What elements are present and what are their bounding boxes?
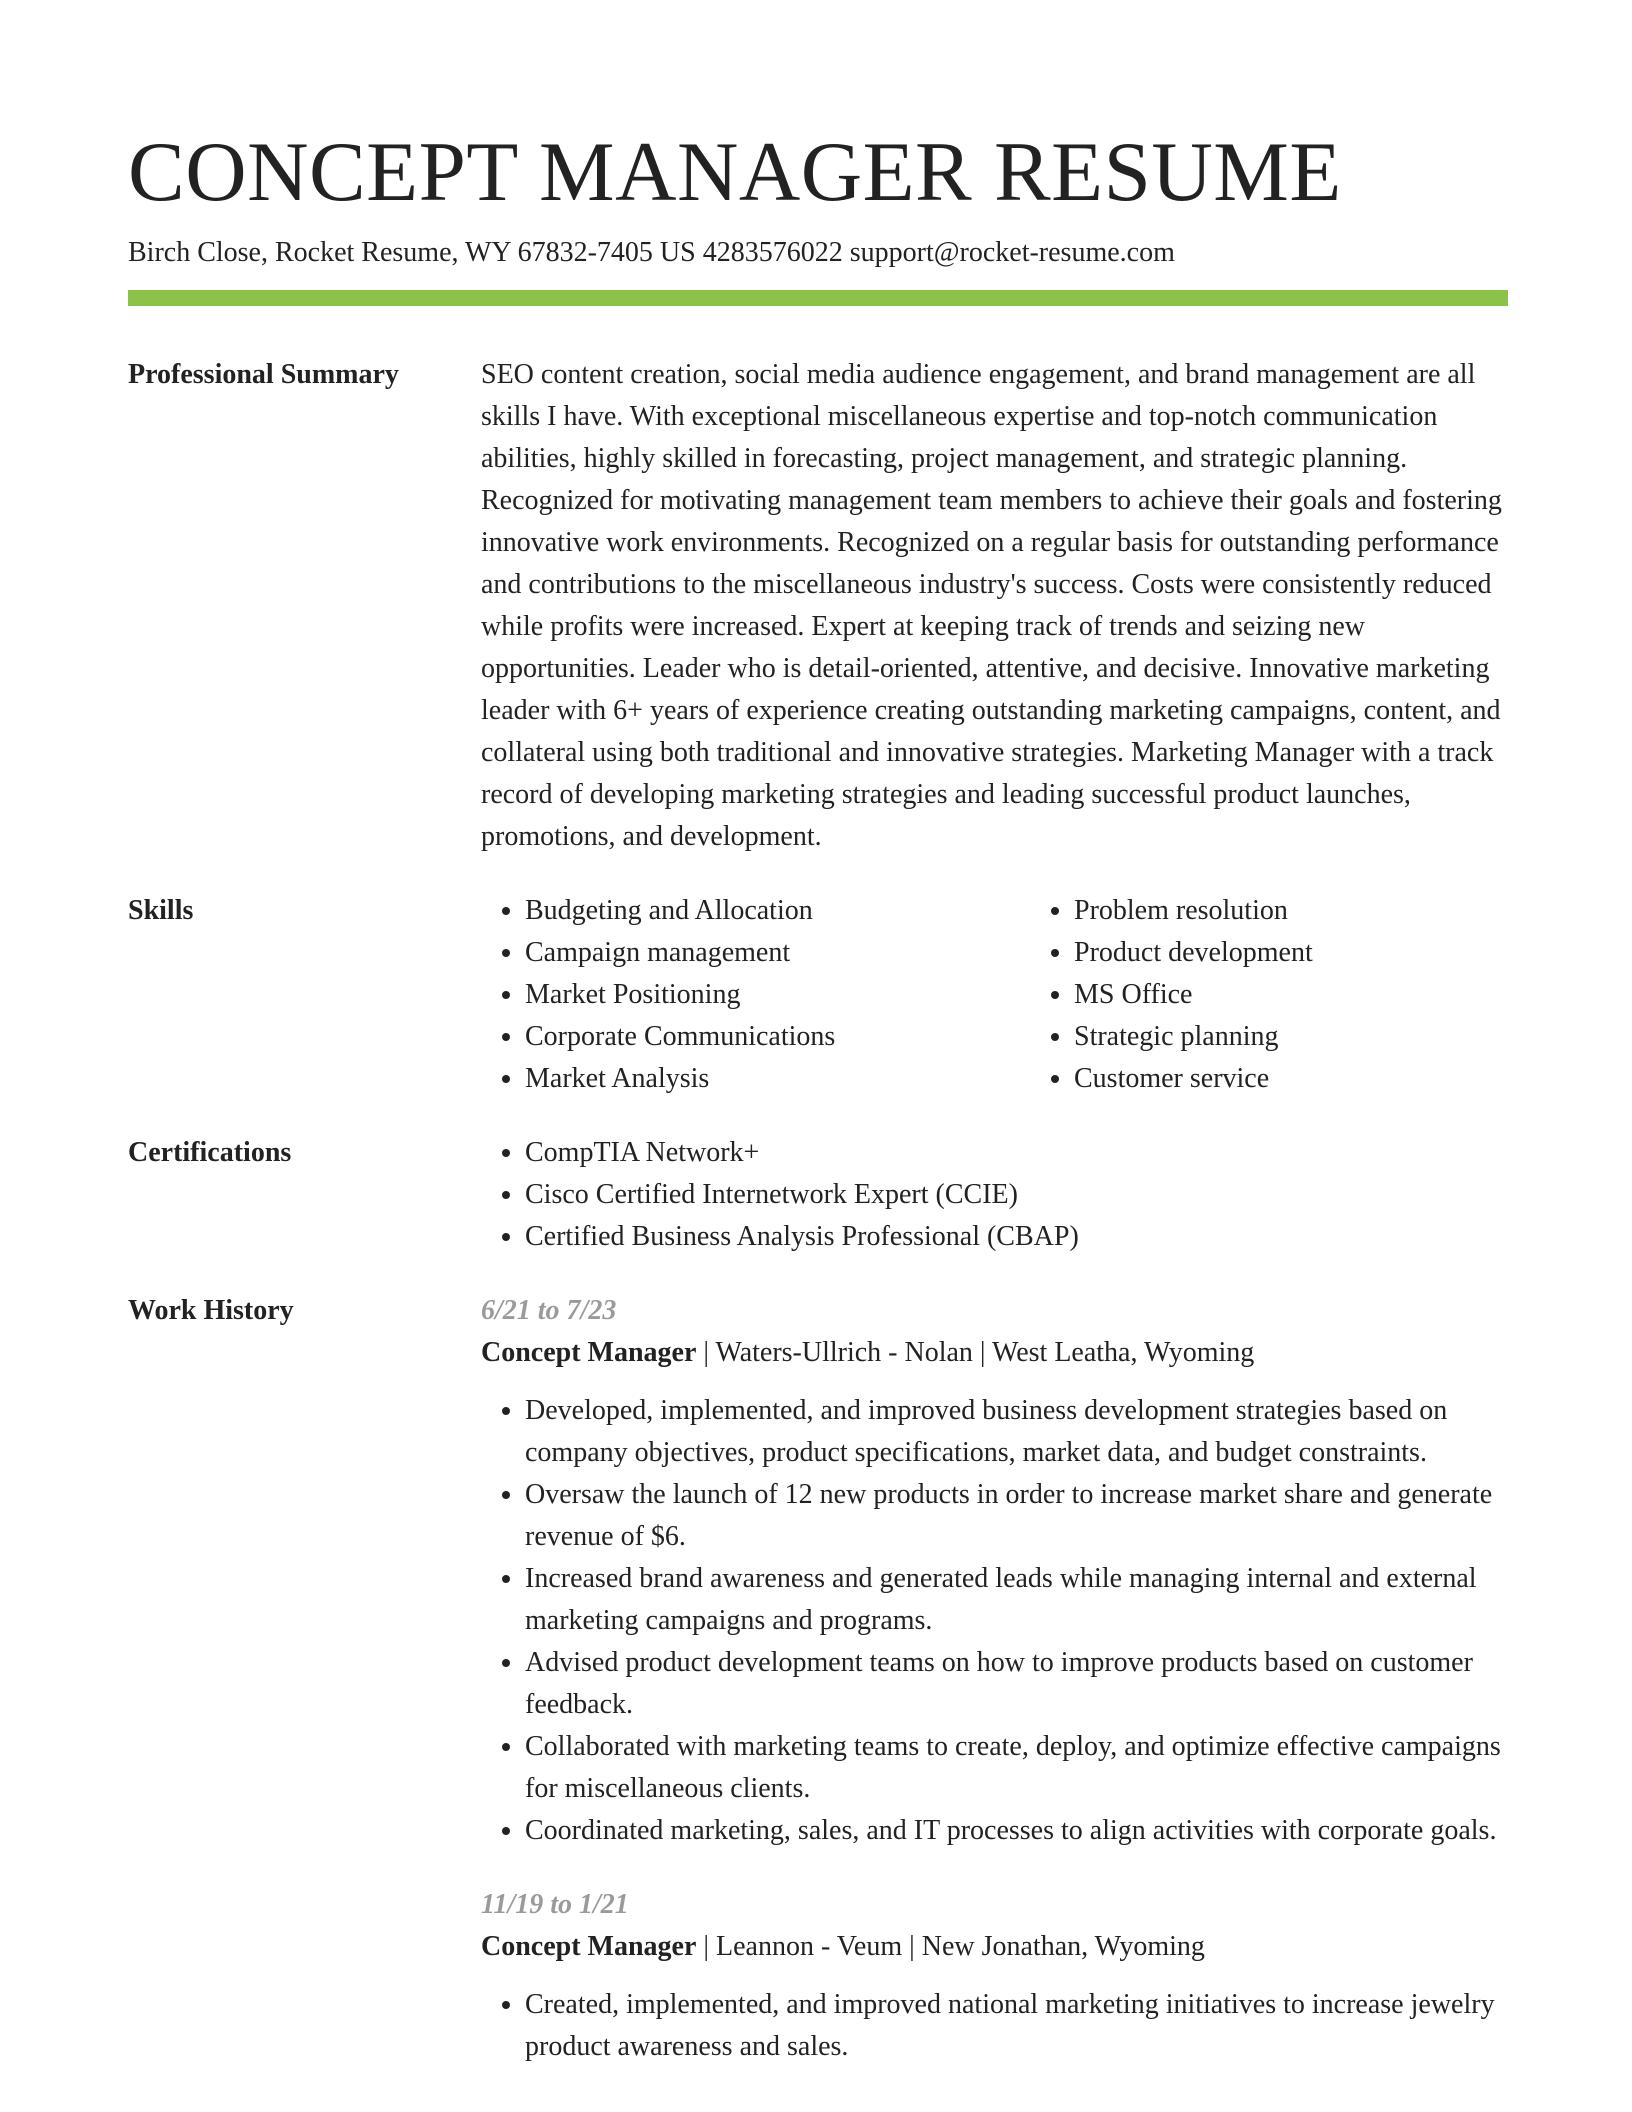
accent-divider	[128, 290, 1508, 306]
job-employer-location: | Waters-Ullrich - Nolan | West Leatha, Wyoming	[696, 1337, 1255, 1368]
job-dates: 11/19 to 1/21	[481, 1889, 629, 1920]
job-bullets	[481, 1390, 1508, 1852]
contact-line: Birch Close, Rocket Resume, WY 67832-7405 US 4283576022 support@rocket-resume.com	[128, 237, 1175, 268]
skill-item: • Market Analysis	[525, 1058, 1030, 1100]
skill-item: • Customer service	[1074, 1058, 1579, 1100]
job-bullet: • Created, implemented, and improved national marketing initiatives to increase jewelry product awareness and sales.	[525, 1984, 1508, 2068]
certification-item: • Certified Business Analysis Professional (CBAP)	[525, 1216, 1508, 1258]
skill-item: • Market Positioning	[525, 974, 1030, 1016]
skill-item: • Campaign management	[525, 932, 1030, 974]
skill-item: • Product development	[1074, 932, 1579, 974]
certification-item: • Cisco Certified Internetwork Expert (CCIE)	[525, 1174, 1508, 1216]
job-title: Concept Manager	[481, 1931, 697, 1962]
skill-item: • Budgeting and Allocation	[525, 890, 1030, 932]
job-bullet: • Increased brand awareness and generated leads while managing internal and external marketing campaigns and programs.	[525, 1558, 1508, 1642]
work-history-section	[128, 1290, 1508, 2068]
job-heading	[481, 1926, 1508, 1968]
certifications-section	[128, 1132, 1508, 1258]
skill-item: • Strategic planning	[1074, 1016, 1579, 1058]
professional-summary-section	[128, 354, 1508, 858]
job-dates: 6/21 to 7/23	[481, 1295, 617, 1326]
job-bullet: • Coordinated marketing, sales, and IT processes to align activities with corporate goals.	[525, 1810, 1508, 1852]
certification-item: • CompTIA Network+	[525, 1132, 1508, 1174]
skill-item: • Problem resolution	[1074, 890, 1579, 932]
section-label: Certifications	[128, 1137, 292, 1168]
summary-text: SEO content creation, social media audience engagement, and brand management are all skills I have. With exceptional miscellaneous expertise and top-notch communication abilities, highly skilled in forecasting, project management, and strategic planning. Recognized for motivating management team members to achieve their goals and fostering innovative work environments. Recognized on a regular basis for outstanding performance and contributions to the miscellaneous industry's success. Costs were consistently reduced while profits were increased. Expert at keeping track of trends and seizing new opportunities. Leader who is detail-oriented, attentive, and decisive. Innovative marketing leader with 6+ years of experience creating outstanding marketing campaigns, content, and collateral using both traditional and innovative strategies. Marketing Manager with a track record of developing marketing strategies and leading successful product launches, promotions, and development.	[481, 359, 1502, 852]
certifications-body	[481, 1132, 1508, 1258]
job-bullet: • Oversaw the launch of 12 new products in order to increase market share and generate revenue of $6.	[525, 1474, 1508, 1558]
job-entry	[481, 1884, 1508, 2068]
resume-title: CONCEPT MANAGER RESUME	[128, 125, 1342, 219]
job-bullets	[481, 1984, 1508, 2068]
skill-item: • MS Office	[1074, 974, 1579, 1016]
job-title: Concept Manager	[481, 1337, 697, 1368]
work-history-body	[481, 1290, 1508, 2068]
section-label: Professional Summary	[128, 359, 399, 390]
section-label: Work History	[128, 1295, 294, 1326]
resume-page	[128, 0, 1508, 2068]
section-label: Skills	[128, 895, 194, 926]
skills-columns	[481, 890, 1579, 1100]
certifications-list	[481, 1132, 1508, 1258]
skill-item: • Corporate Communications	[525, 1016, 1030, 1058]
job-entry	[481, 1290, 1508, 1852]
skills-section	[128, 890, 1508, 1100]
job-employer-location: | Leannon - Veum | New Jonathan, Wyoming	[696, 1931, 1205, 1962]
job-bullet: • Developed, implemented, and improved business development strategies based on company objectives, product specifications, market data, and budget constraints.	[525, 1390, 1508, 1474]
skills-list-right	[1030, 890, 1579, 1100]
skills-list-left	[481, 890, 1030, 1100]
job-bullet: • Advised product development teams on how to improve products based on customer feedback.	[525, 1642, 1508, 1726]
job-bullet: • Collaborated with marketing teams to create, deploy, and optimize effective campaigns for miscellaneous clients.	[525, 1726, 1508, 1810]
job-heading	[481, 1332, 1508, 1374]
